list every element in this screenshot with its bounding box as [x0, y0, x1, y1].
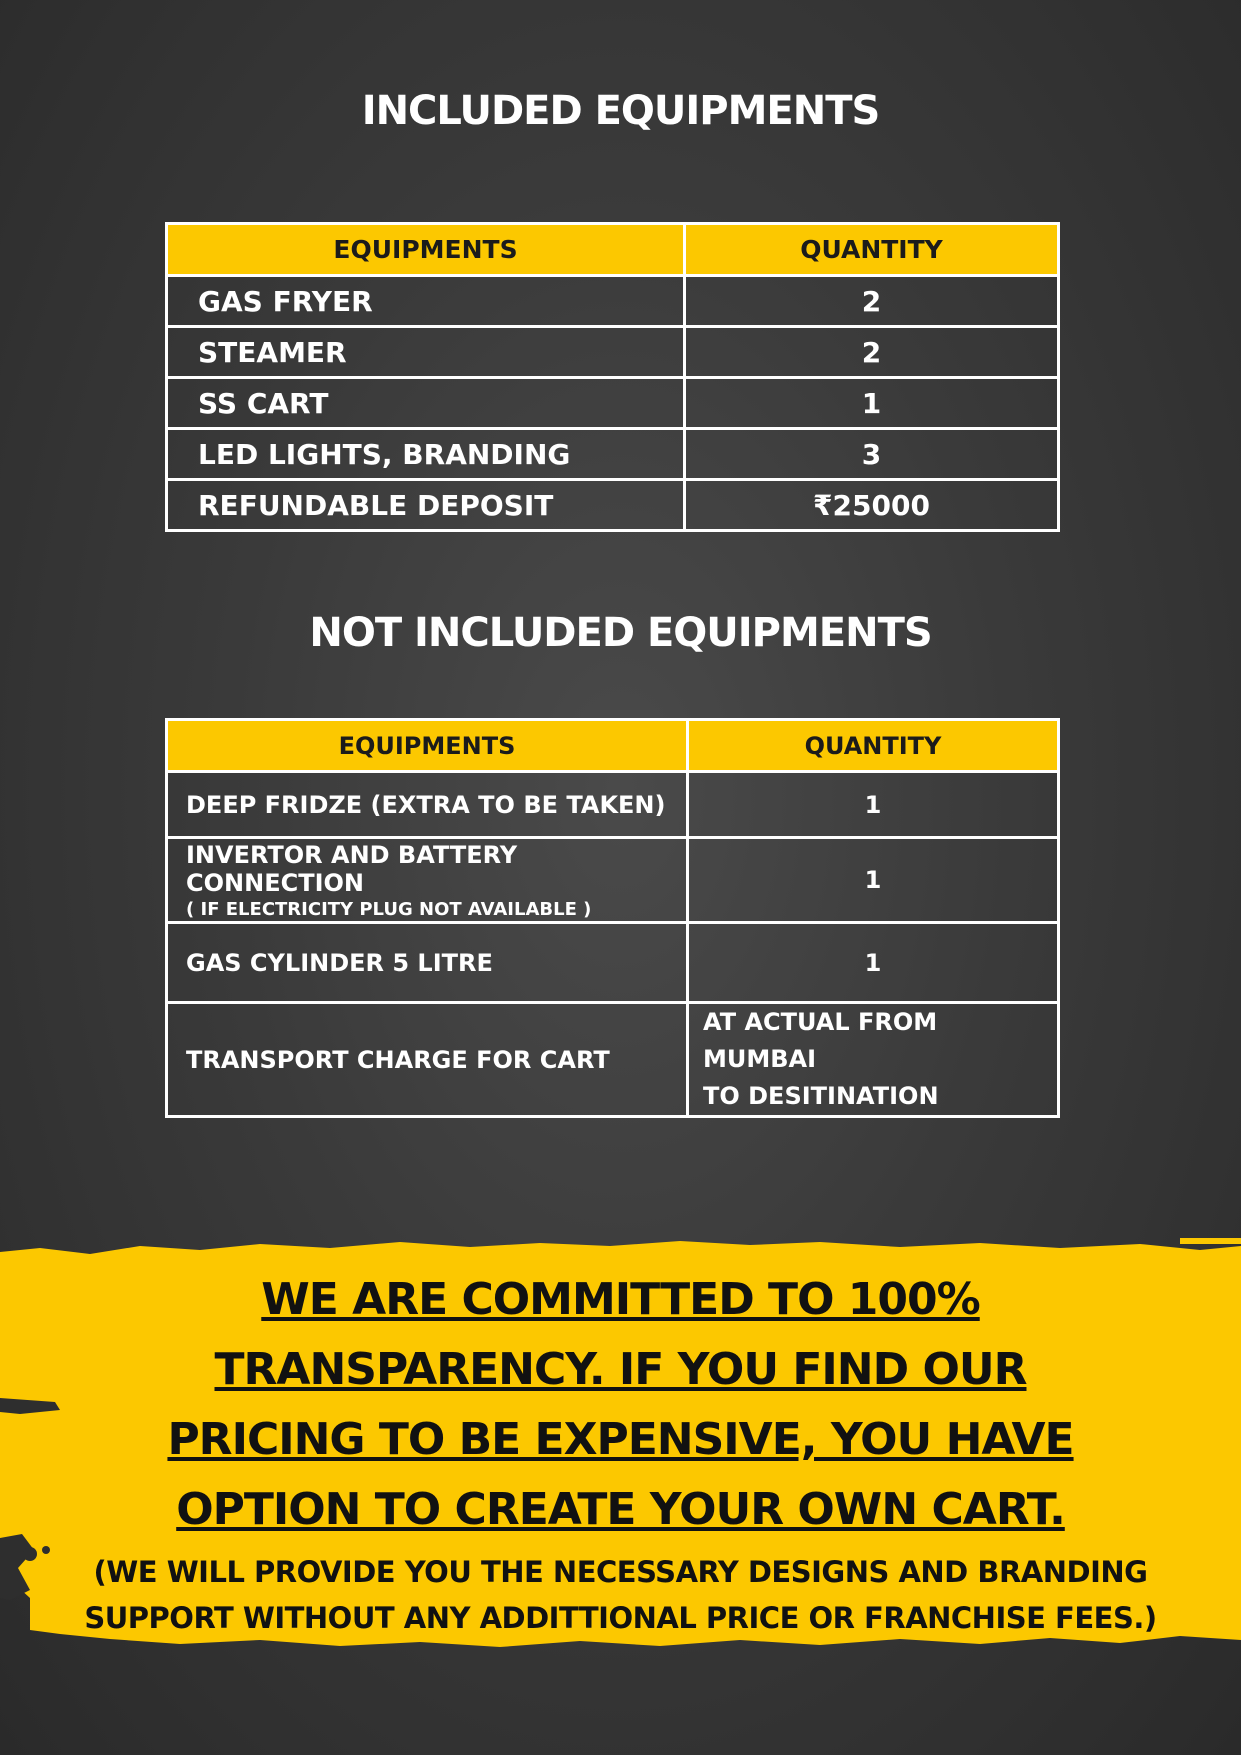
table-row	[167, 1003, 1059, 1117]
equipment-note: ( IF ELECTRICITY PLUG NOT AVAILABLE )	[186, 898, 592, 920]
table-row	[167, 923, 1059, 1003]
banner-headline-line: WE ARE COMMITTED TO 100%	[261, 1274, 980, 1325]
equipment-name: TRANSPORT CHARGE FOR CART	[167, 1003, 688, 1117]
banner-note-line: SUPPORT WITHOUT ANY ADDITTIONAL PRICE OR FRANCHISE FEES.)	[84, 1601, 1157, 1635]
equipment-quantity: 2	[685, 327, 1059, 378]
equipment-name: STEAMER	[167, 327, 685, 378]
equipment-quantity: 1	[685, 378, 1059, 429]
equipment-name: GAS FRYER	[167, 276, 685, 327]
banner-text	[0, 1265, 1241, 1641]
column-header-equipments: EQUIPMENTS	[167, 720, 688, 772]
table-row	[167, 378, 1059, 429]
included-equipments-title: INCLUDED EQUIPMENTS	[361, 88, 880, 134]
equipment-name: REFUNDABLE DEPOSIT	[167, 480, 685, 531]
equipment-name: SS CART	[167, 378, 685, 429]
equipment-quantity: 2	[685, 276, 1059, 327]
banner-headline-line: PRICING TO BE EXPENSIVE, YOU HAVE	[167, 1414, 1074, 1465]
banner-headline-line: OPTION TO CREATE YOUR OWN CART.	[176, 1484, 1065, 1535]
table-row	[167, 772, 1059, 838]
not-included-equipments-table	[165, 718, 1060, 1118]
banner-note	[0, 1549, 1241, 1641]
equipment-quantity: 1	[688, 838, 1059, 923]
included-equipments-table	[165, 222, 1060, 532]
table-row	[167, 327, 1059, 378]
equipment-quantity: ₹25000	[685, 480, 1059, 531]
column-header-quantity: QUANTITY	[688, 720, 1059, 772]
equipment-name: DEEP FRIDZE (EXTRA TO BE TAKEN)	[167, 772, 688, 838]
table-row	[167, 276, 1059, 327]
banner-headline-line: TRANSPARENCY. IF YOU FIND OUR	[214, 1344, 1027, 1395]
column-header-quantity: QUANTITY	[685, 224, 1059, 276]
banner-note-line: (WE WILL PROVIDE YOU THE NECESSARY DESIGNS AND BRANDING	[93, 1555, 1148, 1589]
table-header-row	[167, 720, 1059, 772]
equipment-quantity: 1	[688, 923, 1059, 1003]
equipment-quantity: 3	[685, 429, 1059, 480]
equipment-quantity-cell	[688, 1003, 1059, 1117]
equipment-name: INVERTOR AND BATTERY CONNECTION	[186, 840, 518, 897]
not-included-equipments-title: NOT INCLUDED EQUIPMENTS	[309, 610, 932, 656]
equipment-quantity-line: TO DESITINATION	[703, 1082, 939, 1110]
equipment-cell	[167, 838, 688, 923]
table-row	[167, 429, 1059, 480]
table-header-row	[167, 224, 1059, 276]
equipment-quantity: 1	[688, 772, 1059, 838]
table-row	[167, 480, 1059, 531]
equipment-name: GAS CYLINDER 5 LITRE	[167, 923, 688, 1003]
table-row	[167, 838, 1059, 923]
column-header-equipments: EQUIPMENTS	[167, 224, 685, 276]
equipment-name: LED LIGHTS, BRANDING	[167, 429, 685, 480]
equipment-quantity-line: AT ACTUAL FROM MUMBAI	[703, 1008, 938, 1073]
